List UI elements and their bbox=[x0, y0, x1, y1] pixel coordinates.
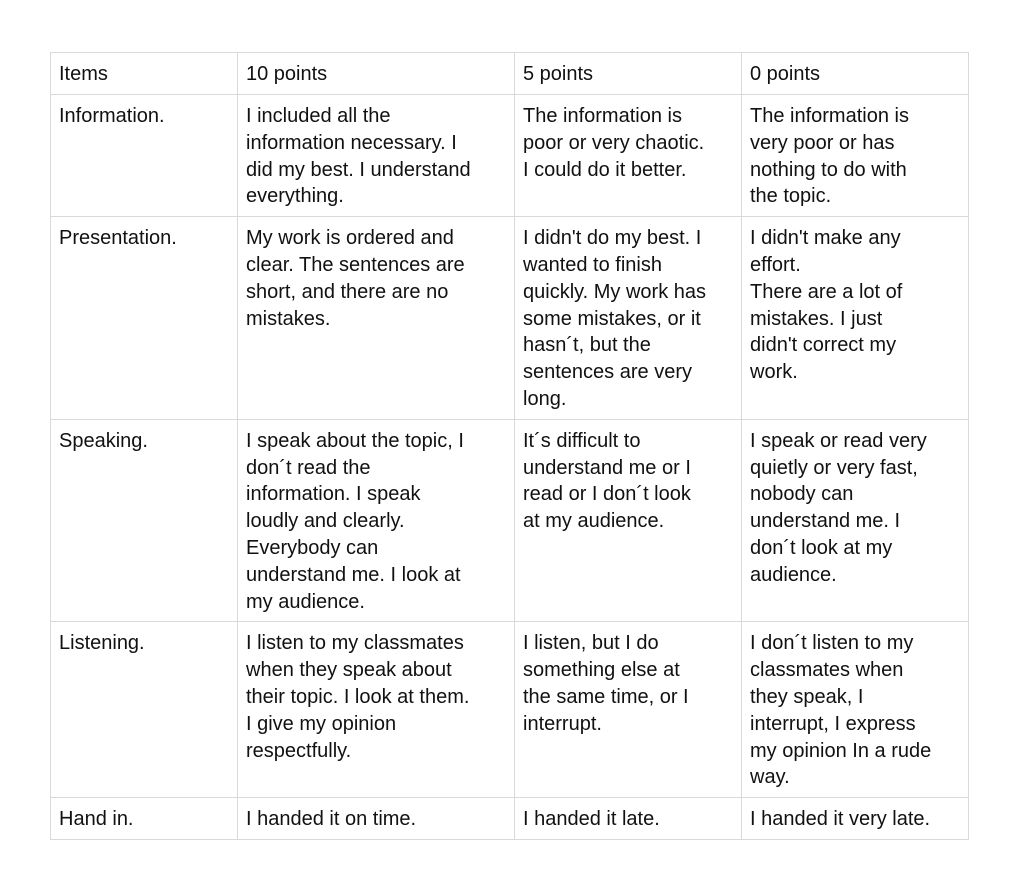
header-0-points: 0 points bbox=[742, 53, 969, 95]
ten-points-cell: I listen to my classmates when they speak about their topic. I look at them. I give my opinion respectfully. bbox=[238, 622, 515, 798]
zero-points-cell: I handed it very late. bbox=[742, 798, 969, 840]
table-row bbox=[51, 217, 969, 420]
header-10-points: 10 points bbox=[238, 53, 515, 95]
five-points-cell: The information is poor or very chaotic. I could do it better. bbox=[515, 95, 742, 217]
item-cell: Speaking. bbox=[51, 419, 238, 622]
zero-points-cell: I didn't make any effort. There are a lot of mistakes. I just didn't correct my work. bbox=[742, 217, 969, 420]
ten-points-cell: My work is ordered and clear. The sentences are short, and there are no mistakes. bbox=[238, 217, 515, 420]
zero-points-cell: I don´t listen to my classmates when they speak, I interrupt, I express my opinion In a rude way. bbox=[742, 622, 969, 798]
item-cell: Hand in. bbox=[51, 798, 238, 840]
zero-points-cell: The information is very poor or has nothing to do with the topic. bbox=[742, 95, 969, 217]
table-row bbox=[51, 419, 969, 622]
ten-points-cell: I speak about the topic, I don´t read the information. I speak loudly and clearly. Everybody can understand me. I look at my audience. bbox=[238, 419, 515, 622]
item-cell: Presentation. bbox=[51, 217, 238, 420]
item-cell: Information. bbox=[51, 95, 238, 217]
ten-points-cell: I handed it on time. bbox=[238, 798, 515, 840]
table-row bbox=[51, 622, 969, 798]
header-5-points: 5 points bbox=[515, 53, 742, 95]
zero-points-cell: I speak or read very quietly or very fast, nobody can understand me. I don´t look at my audience. bbox=[742, 419, 969, 622]
rubric-table bbox=[50, 52, 969, 840]
table-row bbox=[51, 798, 969, 840]
five-points-cell: I handed it late. bbox=[515, 798, 742, 840]
five-points-cell: I didn't do my best. I wanted to finish quickly. My work has some mistakes, or it hasn´t, but the sentences are very long. bbox=[515, 217, 742, 420]
item-cell: Listening. bbox=[51, 622, 238, 798]
table-row bbox=[51, 95, 969, 217]
header-items: Items bbox=[51, 53, 238, 95]
header-row bbox=[51, 53, 969, 95]
five-points-cell: It´s difficult to understand me or I read or I don´t look at my audience. bbox=[515, 419, 742, 622]
ten-points-cell: I included all the information necessary. I did my best. I understand everything. bbox=[238, 95, 515, 217]
five-points-cell: I listen, but I do something else at the same time, or I interrupt. bbox=[515, 622, 742, 798]
